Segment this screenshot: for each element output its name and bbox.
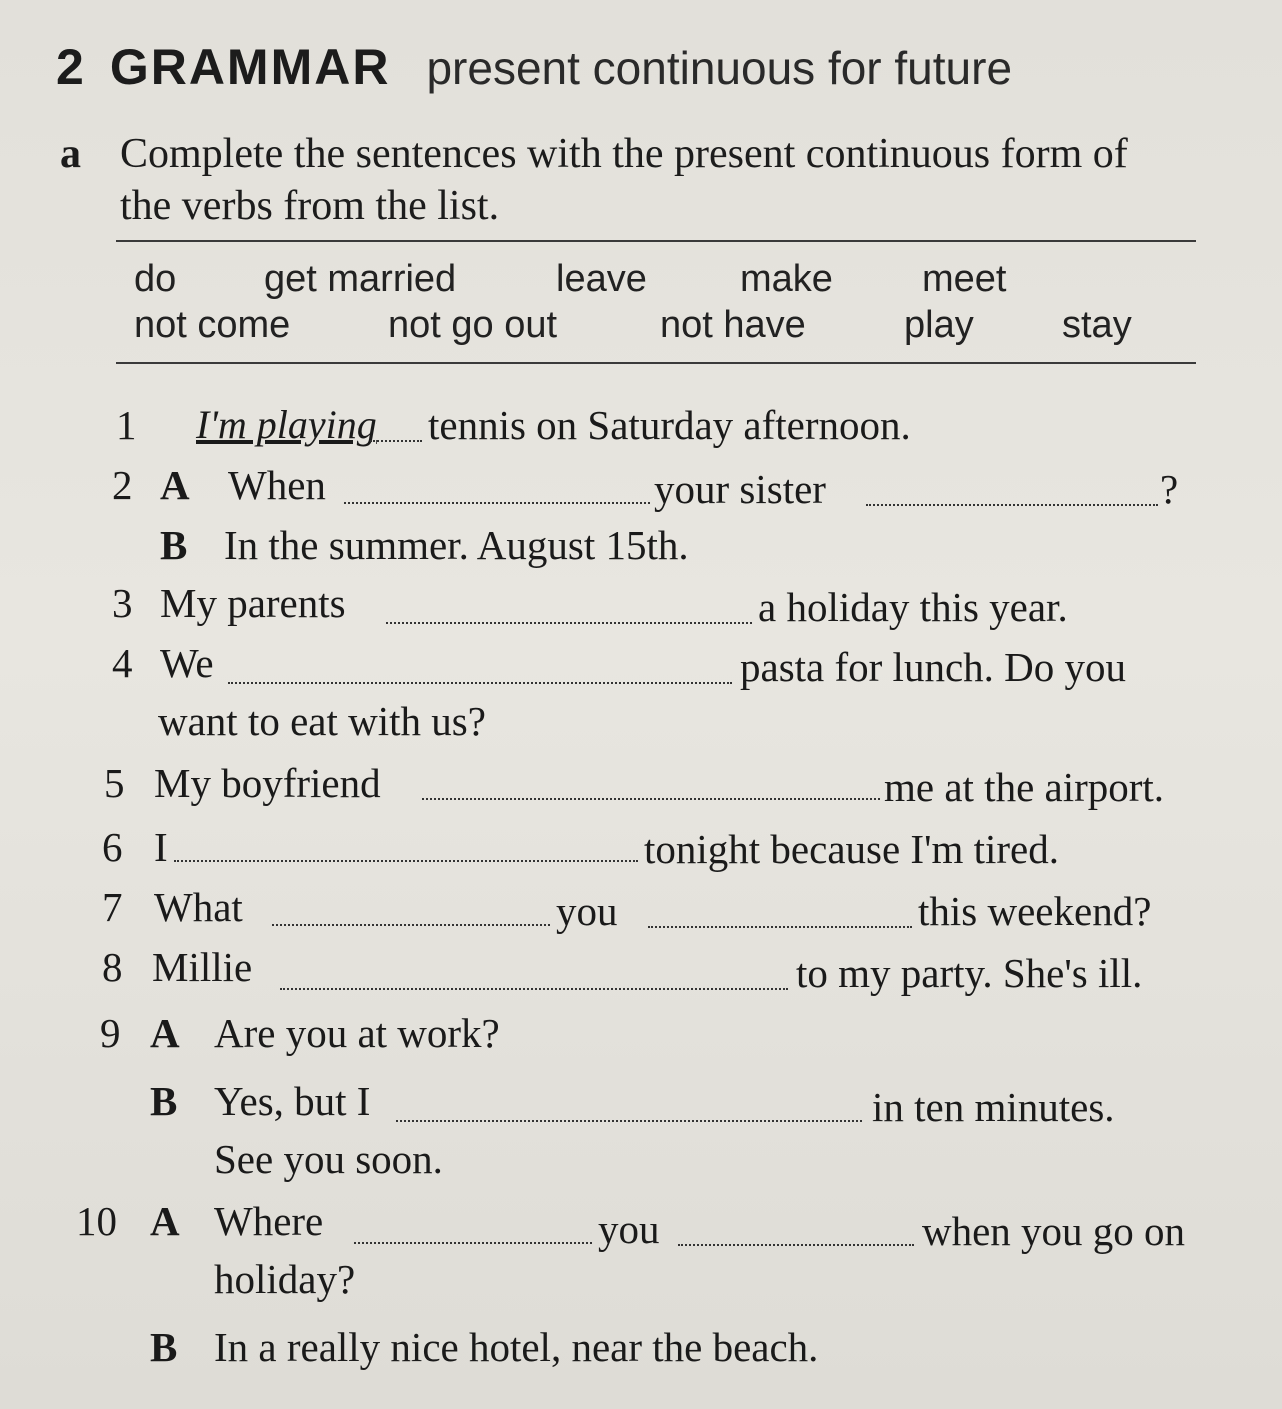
sentence-text: tonight because I'm tired. (644, 826, 1059, 872)
item-number: 8 (102, 944, 123, 990)
sentence-text: in ten minutes. (872, 1084, 1115, 1130)
sentence-text: Yes, but I (214, 1078, 371, 1124)
example-answer: I'm playing (196, 402, 377, 447)
word-list-item: not come (134, 304, 291, 346)
sentence-text: We (160, 640, 214, 686)
item-number: 3 (112, 580, 133, 626)
answer-blank[interactable] (354, 1242, 592, 1244)
sentence-text: when you go on (922, 1208, 1186, 1254)
sentence-text: a holiday this year. (758, 584, 1068, 630)
speaker-label: B (160, 522, 188, 568)
sentence-text: your sister (654, 466, 826, 512)
word-list-item: do (134, 258, 177, 300)
sentence-text: My parents (160, 580, 346, 626)
speaker-label: B (150, 1078, 178, 1124)
answer-blank[interactable] (370, 440, 422, 442)
instruction-letter: a (60, 131, 81, 177)
answer-blank[interactable] (648, 926, 912, 928)
sentence-text: ? (1160, 466, 1179, 512)
speaker-label: B (150, 1324, 178, 1370)
word-list-item: stay (1062, 304, 1132, 346)
item-number: 7 (102, 884, 123, 930)
answer-blank[interactable] (228, 682, 732, 684)
word-list-item: meet (922, 258, 1007, 300)
sentence-text: want to eat with us? (158, 698, 486, 744)
sentence-text: Millie (152, 944, 253, 990)
section-heading (56, 38, 1012, 96)
answer-blank[interactable] (344, 502, 650, 504)
sentence-text: holiday? (214, 1256, 356, 1302)
sentence-text: What (154, 884, 243, 930)
word-list-top-rule (116, 240, 1196, 242)
sentence-text: this weekend? (918, 888, 1152, 934)
sentence-text: you (598, 1206, 660, 1252)
sentence-text: Where (214, 1198, 324, 1244)
word-list-item: leave (556, 258, 647, 300)
answer-blank[interactable] (174, 860, 638, 862)
sentence-text: In a really nice hotel, near the beach. (214, 1324, 819, 1370)
item-number: 10 (76, 1198, 117, 1244)
speaker-label: A (150, 1198, 180, 1244)
sentence-text: pasta for lunch. Do you (740, 644, 1126, 690)
sentence-text: me at the airport. (884, 764, 1165, 810)
section-title: GRAMMAR (109, 39, 391, 95)
answer-blank[interactable] (678, 1244, 914, 1246)
section-subtitle: present continuous for future (426, 42, 1013, 94)
word-list-item: not go out (388, 304, 558, 346)
sentence-text: When (228, 462, 326, 508)
word-list-bottom-rule (116, 362, 1196, 364)
speaker-label: A (150, 1010, 180, 1056)
section-number: 2 (56, 39, 84, 95)
answer-blank[interactable] (396, 1120, 862, 1122)
item-number: 4 (112, 640, 133, 686)
item-number: 6 (102, 824, 123, 870)
word-list-item: play (904, 304, 974, 346)
sentence-text: tennis on Saturday afternoon. (428, 402, 911, 448)
item-number: 1 (116, 402, 137, 448)
answer-blank[interactable] (386, 622, 752, 624)
sentence-text: My boyfriend (154, 760, 381, 806)
word-list-item: get married (264, 258, 457, 300)
word-list-item: not have (660, 304, 806, 346)
speaker-label: A (160, 462, 190, 508)
sentence-text: In the summer. August 15th. (224, 522, 689, 568)
sentence-text: I (154, 824, 168, 870)
item-number: 9 (100, 1010, 121, 1056)
answer-blank[interactable] (272, 924, 550, 926)
sentence-text: to my party. She's ill. (796, 950, 1143, 996)
item-number: 5 (104, 760, 125, 806)
sentence-text: Are you at work? (214, 1010, 500, 1056)
sentence-text: you (556, 888, 618, 934)
word-list-item: make (740, 258, 833, 300)
item-number: 2 (112, 462, 133, 508)
answer-blank[interactable] (280, 988, 788, 990)
sentence-text: See you soon. (214, 1136, 443, 1182)
answer-blank[interactable] (866, 504, 1158, 506)
instruction-text: Complete the sentences with the present continuous form of the verbs from the list. (120, 131, 1128, 229)
answer-blank[interactable] (422, 798, 880, 800)
